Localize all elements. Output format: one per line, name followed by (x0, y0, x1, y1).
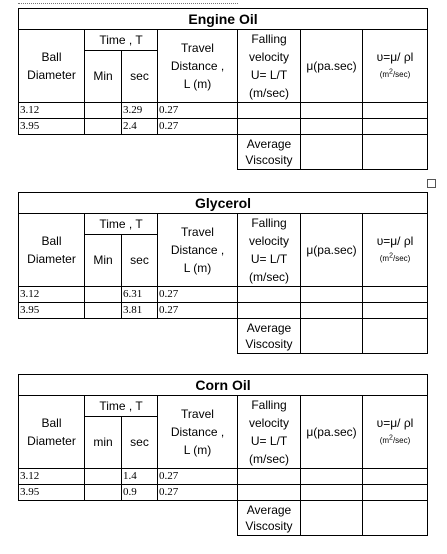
sec-cell: 1.4 (122, 469, 158, 485)
ball-diameter-label: Ball Diameter (27, 234, 76, 266)
table-row (19, 485, 428, 501)
sec-cell: 3.29 (122, 103, 158, 119)
min-cell (85, 485, 122, 501)
sec-cell: 0.9 (122, 485, 158, 501)
table-row (19, 119, 428, 135)
diameter-cell: 3.12 (19, 103, 85, 119)
nu-cell (363, 119, 428, 135)
kinematic-viscosity-unit: (m2/sec) (379, 434, 411, 445)
mu-label: μ(pa.sec) (306, 59, 357, 73)
min-cell (85, 103, 122, 119)
table-resize-handle[interactable] (427, 179, 436, 188)
cropped-text-line (18, 0, 238, 4)
velocity-header (238, 30, 301, 103)
distance-cell: 0.27 (158, 103, 238, 119)
velocity-cell (238, 103, 301, 119)
diameter-cell: 3.95 (19, 485, 85, 501)
travel-label: Travel Distance , L (m) (170, 225, 225, 275)
distance-cell: 0.27 (158, 485, 238, 501)
time-header: Time , T (85, 214, 158, 235)
mu-cell (301, 303, 363, 319)
travel-header (158, 396, 238, 469)
sec-header: sec (122, 416, 158, 468)
average-viscosity-label (238, 135, 301, 170)
velocity-label: Falling velocity U= L/T (m/sec) (248, 216, 289, 284)
velocity-cell (238, 469, 301, 485)
mu-cell (301, 485, 363, 501)
average-nu-cell (363, 135, 428, 170)
ball-diameter-label: Ball Diameter (27, 416, 76, 448)
table-title: Engine Oil (19, 9, 428, 30)
corn-oil-table (18, 374, 427, 536)
mu-cell (301, 469, 363, 485)
average-mu-cell (301, 135, 363, 170)
min-header: min (85, 416, 122, 468)
table-row (19, 103, 428, 119)
velocity-cell (238, 119, 301, 135)
kinematic-viscosity-label: υ=μ/ ρl (376, 416, 414, 430)
kinematic-viscosity-label: υ=μ/ ρl (376, 234, 414, 248)
glycerol-table (18, 192, 427, 354)
velocity-label: Falling velocity U= L/T (m/sec) (248, 32, 289, 100)
table-title: Glycerol (19, 193, 428, 214)
distance-cell: 0.27 (158, 119, 238, 135)
diameter-cell: 3.12 (19, 287, 85, 303)
mu-cell (301, 103, 363, 119)
average-mu-cell (301, 501, 363, 536)
average-viscosity-text: Average Viscosity (245, 321, 293, 351)
average-viscosity-label (238, 501, 301, 536)
nu-cell (363, 103, 428, 119)
nu-cell (363, 469, 428, 485)
ball-diameter-header (19, 396, 85, 469)
diameter-cell: 3.12 (19, 469, 85, 485)
min-header: Min (85, 234, 122, 286)
velocity-cell (238, 303, 301, 319)
min-cell (85, 469, 122, 485)
sec-cell: 6.31 (122, 287, 158, 303)
average-viscosity-label (238, 319, 301, 354)
velocity-cell (238, 485, 301, 501)
mu-cell (301, 287, 363, 303)
travel-label: Travel Distance , L (m) (170, 407, 225, 457)
sec-header: sec (122, 50, 158, 102)
mu-label: μ(pa.sec) (306, 243, 357, 257)
travel-label: Travel Distance , L (m) (170, 41, 225, 91)
ball-diameter-label: Ball Diameter (27, 50, 76, 82)
travel-header (158, 214, 238, 287)
mu-header (301, 396, 363, 469)
min-cell (85, 119, 122, 135)
table-row (19, 469, 428, 485)
mu-label: μ(pa.sec) (306, 425, 357, 439)
average-viscosity-text: Average Viscosity (245, 503, 293, 533)
min-cell (85, 287, 122, 303)
ball-diameter-header (19, 214, 85, 287)
ball-diameter-header (19, 30, 85, 103)
velocity-header (238, 214, 301, 287)
mu-cell (301, 119, 363, 135)
blank-cell (19, 501, 238, 536)
average-mu-cell (301, 319, 363, 354)
diameter-cell: 3.95 (19, 119, 85, 135)
distance-cell: 0.27 (158, 469, 238, 485)
mu-header (301, 30, 363, 103)
table-title: Corn Oil (19, 375, 428, 396)
blank-cell (19, 135, 238, 170)
kinematic-viscosity-unit: (m2/sec) (379, 68, 411, 79)
blank-cell (19, 319, 238, 354)
kinematic-viscosity-label: υ=μ/ ρl (376, 50, 414, 64)
mu-header (301, 214, 363, 287)
average-nu-cell (363, 319, 428, 354)
average-nu-cell (363, 501, 428, 536)
average-viscosity-text: Average Viscosity (245, 137, 293, 167)
velocity-header (238, 396, 301, 469)
kinematic-viscosity-header (363, 214, 428, 287)
table-row (19, 287, 428, 303)
kinematic-viscosity-header (363, 30, 428, 103)
kinematic-viscosity-unit: (m2/sec) (379, 252, 411, 263)
sec-cell: 3.81 (122, 303, 158, 319)
distance-cell: 0.27 (158, 287, 238, 303)
sec-header: sec (122, 234, 158, 286)
kinematic-viscosity-header (363, 396, 428, 469)
velocity-cell (238, 287, 301, 303)
time-header: Time , T (85, 30, 158, 51)
table-row (19, 303, 428, 319)
velocity-label: Falling velocity U= L/T (m/sec) (248, 398, 289, 466)
nu-cell (363, 287, 428, 303)
nu-cell (363, 485, 428, 501)
time-header: Time , T (85, 396, 158, 417)
distance-cell: 0.27 (158, 303, 238, 319)
diameter-cell: 3.95 (19, 303, 85, 319)
min-cell (85, 303, 122, 319)
sec-cell: 2.4 (122, 119, 158, 135)
nu-cell (363, 303, 428, 319)
engine-oil-table (18, 8, 427, 170)
min-header: Min (85, 50, 122, 102)
travel-header (158, 30, 238, 103)
